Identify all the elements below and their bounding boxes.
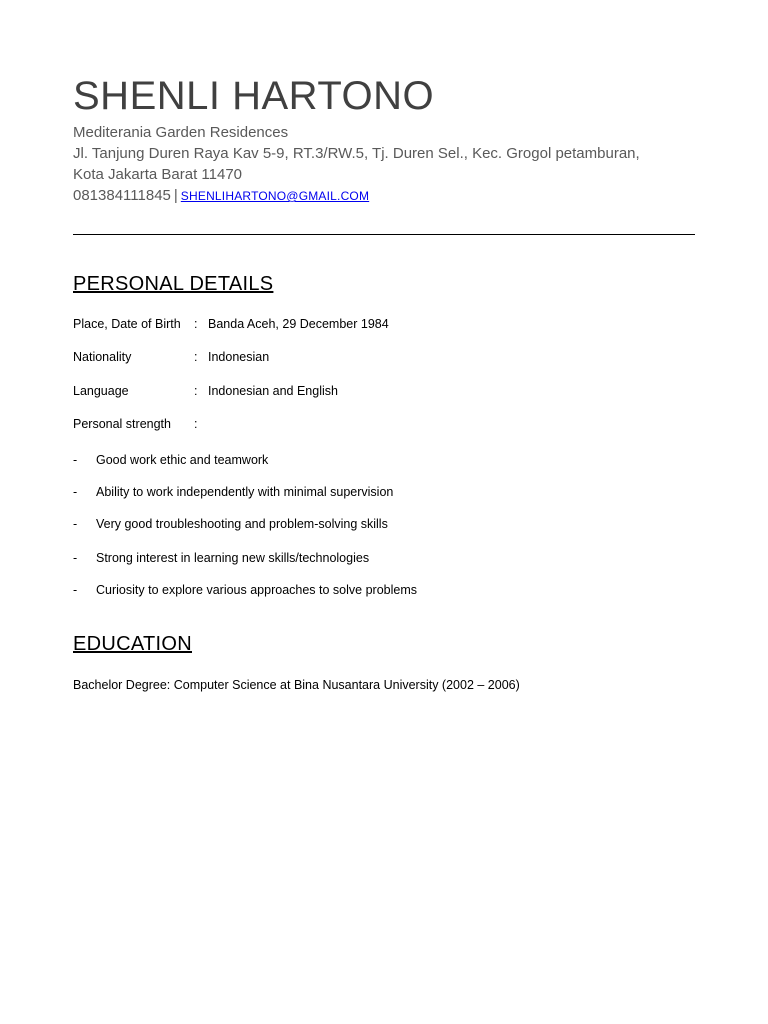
strength-list-item (73, 452, 268, 468)
strength-list-item (73, 516, 388, 532)
strength-text: Very good troubleshooting and problem-solving skills (96, 517, 388, 531)
bullet-dash: - (73, 453, 78, 467)
detail-value: Banda Aceh, 29 December 1984 (208, 317, 389, 331)
strength-text: Curiosity to explore various approaches to solve problems (96, 583, 417, 597)
detail-row-language (73, 383, 338, 399)
contact-separator: | (173, 187, 178, 204)
contact-line (73, 185, 695, 207)
education-entry: Bachelor Degree: Computer Science at Bina Nusantara University (2002 – 2006) (73, 678, 520, 692)
header-divider (73, 234, 695, 235)
detail-value: Indonesian (208, 350, 270, 364)
detail-row-birth (73, 316, 389, 332)
bullet-dash: - (73, 583, 78, 597)
address-line-3: Kota Jakarta Barat 11470 (73, 166, 242, 183)
detail-colon: : (194, 417, 198, 431)
candidate-name: SHENLI HARTONO (73, 74, 435, 118)
detail-row-nationality (73, 349, 269, 365)
detail-label: Language (73, 384, 129, 398)
bullet-dash: - (73, 485, 78, 499)
detail-label: Nationality (73, 350, 132, 364)
resume-page (73, 70, 695, 692)
email-link[interactable]: SHENLIHARTONO@GMAIL.COM (180, 189, 370, 203)
phone-number: 081384111845 (73, 187, 171, 204)
detail-label: Personal strength (73, 417, 171, 431)
address-line-2: Jl. Tanjung Duren Raya Kav 5-9, RT.3/RW.5, Tj. Duren Sel., Kec. Grogol petamburan, (73, 145, 640, 162)
detail-colon: : (194, 350, 198, 364)
education-heading: EDUCATION (73, 633, 192, 655)
strength-text: Strong interest in learning new skills/technologies (96, 551, 370, 565)
strength-text: Ability to work independently with minimal supervision (96, 485, 394, 499)
detail-colon: : (194, 317, 198, 331)
strength-list-item (73, 550, 369, 566)
strength-list-item (73, 582, 417, 598)
strength-list-item (73, 484, 393, 500)
detail-colon: : (194, 384, 198, 398)
detail-row-strength (73, 416, 208, 432)
strength-text: Good work ethic and teamwork (96, 453, 269, 467)
detail-value: Indonesian and English (208, 384, 338, 398)
bullet-dash: - (73, 551, 78, 565)
address-line-1: Mediterania Garden Residences (73, 124, 289, 141)
bullet-dash: - (73, 517, 78, 531)
detail-label: Place, Date of Birth (73, 317, 181, 331)
personal-details-heading: PERSONAL DETAILS (73, 273, 274, 295)
